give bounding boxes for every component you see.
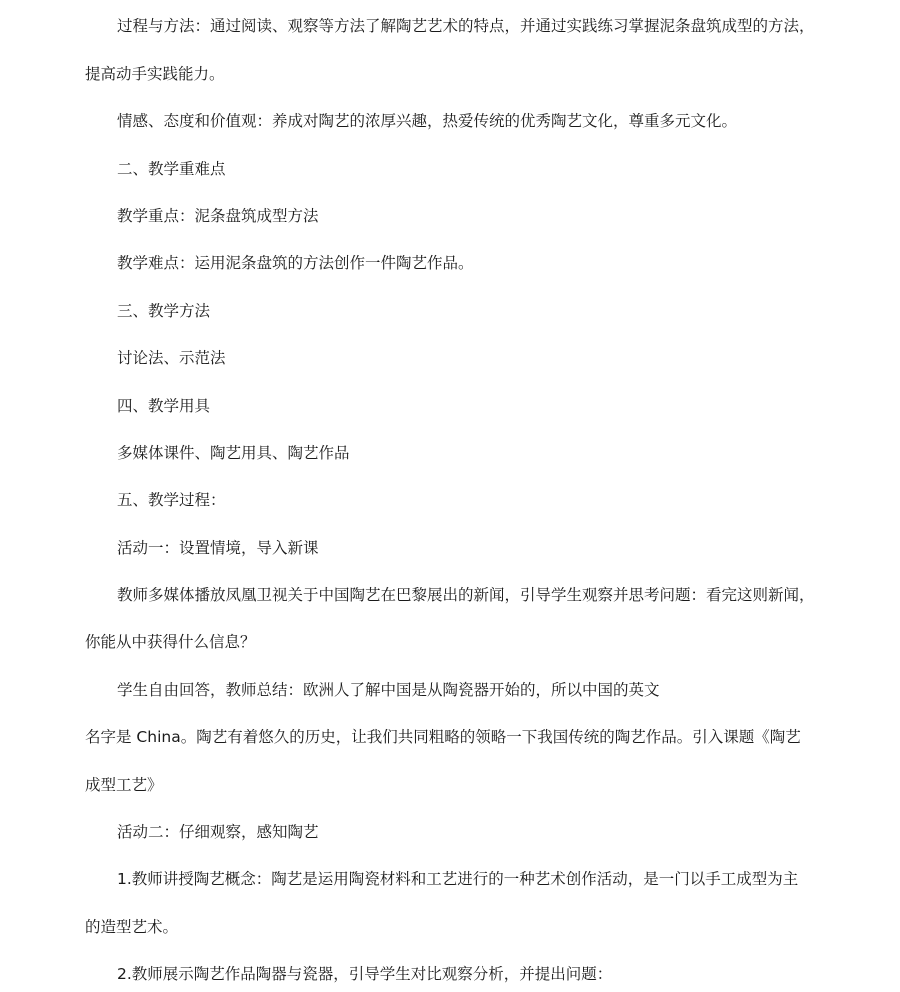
activity-heading: 活动二：仔细观察，感知陶艺 [117, 823, 319, 841]
text-line: 名字是 China。陶艺有着悠久的历史，让我们共同粗略的领略一下我国传统的陶艺作品。引入课题《陶艺 [85, 728, 801, 746]
text-line: 的造型艺术。 [85, 918, 179, 936]
section-heading: 二、教学重难点 [117, 160, 226, 178]
text-line: 教学难点：运用泥条盘筑的方法创作一件陶艺作品。 [117, 254, 474, 272]
text-line: 讨论法、示范法 [117, 349, 226, 367]
section-heading: 三、教学方法 [117, 302, 211, 320]
text-line: 学生自由回答，教师总结：欧洲人了解中国是从陶瓷器开始的，所以中国的英文 [117, 681, 660, 699]
text-line: 你能从中获得什么信息？ [85, 633, 256, 651]
text-line: 2.教师展示陶艺作品陶器与瓷器，引导学生对比观察分析，并提出问题： [117, 965, 613, 983]
text-line: 教学重点：泥条盘筑成型方法 [117, 207, 319, 225]
text-line: 教师多媒体播放凤凰卫视关于中国陶艺在巴黎展出的新闻，引导学生观察并思考问题：看完这则新闻， [117, 586, 815, 604]
text-line: 成型工艺》 [85, 776, 163, 794]
text-line: 过程与方法：通过阅读、观察等方法了解陶艺艺术的特点，并通过实践练习掌握泥条盘筑成型的方法， [117, 17, 815, 35]
text-line: 多媒体课件、陶艺用具、陶艺作品 [117, 444, 350, 462]
activity-heading: 活动一：设置情境，导入新课 [117, 539, 319, 557]
section-heading: 五、教学过程： [117, 491, 226, 509]
text-line: 情感、态度和价值观：养成对陶艺的浓厚兴趣，热爱传统的优秀陶艺文化，尊重多元文化。 [117, 112, 738, 130]
text-line: 提高动手实践能力。 [85, 65, 225, 83]
text-line: 1.教师讲授陶艺概念：陶艺是运用陶瓷材料和工艺进行的一种艺术创作活动，是一门以手工成型为主 [117, 870, 799, 888]
section-heading: 四、教学用具 [117, 397, 211, 415]
